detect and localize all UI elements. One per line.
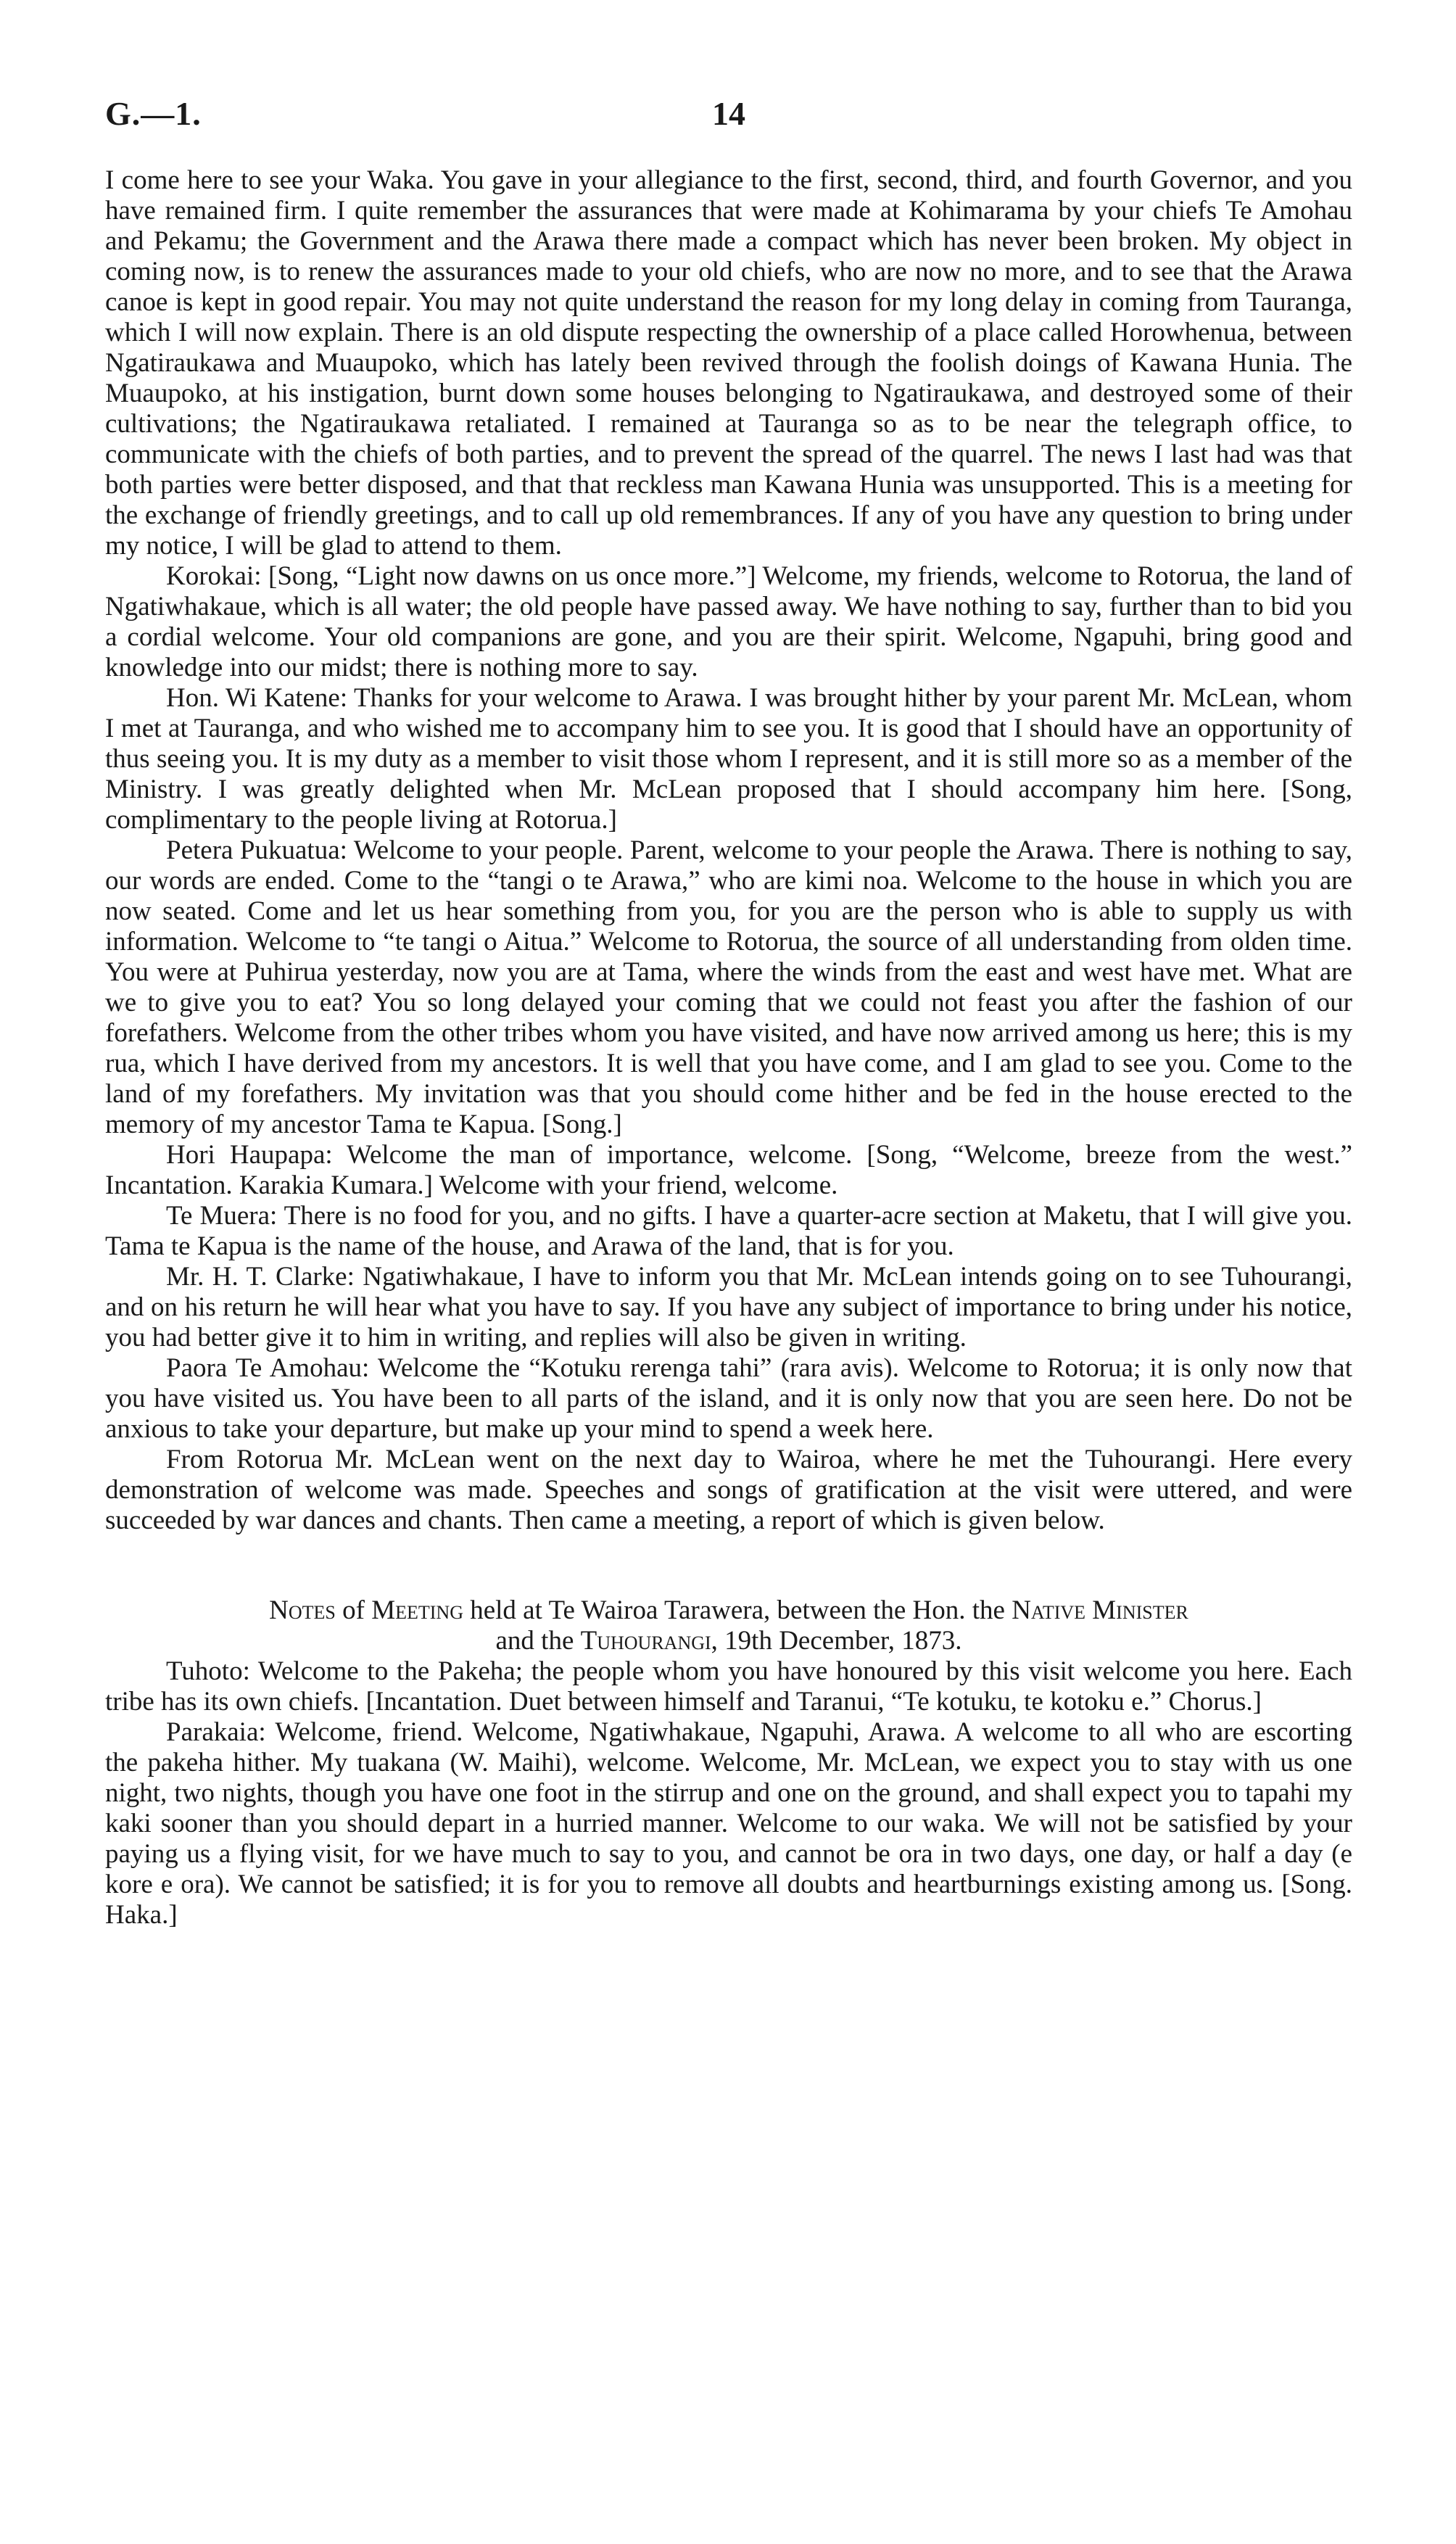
- document-reference: G.—1.: [105, 95, 202, 132]
- heading-text: held at Te Wairoa Tarawera, between the Hon. the: [463, 1595, 1012, 1625]
- heading-word: Notes: [269, 1595, 336, 1625]
- meeting-heading: [105, 1595, 1352, 1656]
- paragraph: Korokai: [Song, “Light now dawns on us once more.”] Welcome, my friends, welcome to Rotorua, the land of Ngatiwhakaue, which is all water; the old people have passed away. We have nothing to say, further than to bid you a cordial welcome. Your old companions are gone, and you are their spirit. Welcome, Ngapuhi, bring good and knowledge into our midst; there is nothing more to say.: [105, 561, 1352, 682]
- page-number: 14: [712, 95, 745, 132]
- paragraph: Hon. Wi Katene: Thanks for your welcome to Arawa. I was brought hither by your parent Mr. McLean, whom I met at Tauranga, and who wished me to accompany him to see you. It is good that I should have an opportunity of thus seeing you. It is my duty as a member to visit those whom I represent, and it is still more so as a member of the Ministry. I was greatly delighted when Mr. McLean proposed that I should accompany him here. [Song, complimentary to the people living at Rotorua.]: [105, 683, 1352, 835]
- heading-word: Meeting: [371, 1595, 463, 1625]
- heading-word: Native Minister: [1012, 1595, 1188, 1625]
- heading-text: of: [335, 1595, 372, 1625]
- heading-text: , 19th December, 1873.: [711, 1626, 962, 1656]
- heading-text: and the: [495, 1626, 581, 1656]
- paragraph: Paora Te Amohau: Welcome the “Kotuku rerenga tahi” (rara avis). Welcome to Rotorua; it is only now that you have visited us. You have been to all parts of the island, and it is only now that you are seen here. Do not be anxious to take your departure, but make up your mind to spend a week here.: [105, 1353, 1352, 1444]
- body-text: [105, 165, 1352, 1930]
- heading-word: Tuhourangi: [580, 1626, 711, 1656]
- paragraph: Te Muera: There is no food for you, and no gifts. I have a quarter-acre section at Maketu, that I will give you. Tama te Kapua is the name of the house, and Arawa of the land, that is for you.: [105, 1201, 1352, 1261]
- paragraph: I come here to see your Waka. You gave in your allegiance to the first, second, third, and fourth Governor, and you have remained firm. I quite remember the assurances that were made at Kohimarama by your chiefs Te Amohau and Pekamu; the Government and the Arawa there made a compact which has never been broken. My object in coming now, is to renew the assurances made to your old chiefs, who are now no more, and to see that the Arawa canoe is kept in good repair. You may not quite understand the reason for my long delay in coming from Tauranga, which I will now explain. There is an old dispute respecting the ownership of a place called Horowhenua, between Ngatiraukawa and Muaupoko, which has lately been revived through the foolish doings of Kawana Hunia. The Muaupoko, at his instigation, burnt down some houses belonging to Ngatiraukawa, and destroyed some of their cultivations; the Ngatiraukawa retaliated. I remained at Tauranga so as to be near the telegraph office, to communicate with the chiefs of both parties, and to prevent the spread of the quarrel. The news I last had was that both parties were better disposed, and that that reckless man Kawana Hunia was unsupported. This is a meeting for the exchange of friendly greetings, and to call up old remembrances. If any of you have any question to bring under my notice, I will be glad to attend to them.: [105, 165, 1352, 561]
- paragraph: From Rotorua Mr. McLean went on the next day to Wairoa, where he met the Tuhourangi. Here every demonstration of welcome was made. Speeches and songs of gratification at the visit were uttered, and were succeeded by war dances and chants. Then came a meeting, a report of which is given below.: [105, 1445, 1352, 1535]
- paragraph: Hori Haupapa: Welcome the man of importance, welcome. [Song, “Welcome, breeze from the west.” Incantation. Karakia Kumara.] Welcome with your friend, welcome.: [105, 1140, 1352, 1200]
- page-header: [105, 94, 1352, 138]
- paragraph: Parakaia: Welcome, friend. Welcome, Ngatiwhakaue, Ngapuhi, Arawa. A welcome to all who are escorting the pakeha hither. My tuakana (W. Maihi), welcome. Welcome, Mr. McLean, we expect you to stay with us one night, two nights, though you have one foot in the stirrup and one on the ground, and shall expect you to tapahi my kaki sooner than you should depart in a hurried manner. Welcome to our waka. We will not be satisfied by your paying us a flying visit, for we have much to say to you, and cannot be ora in two days, one day, or half a day (e kore e ora). We cannot be satisfied; it is for you to remove all doubts and heartburnings existing among us. [Song. Haka.]: [105, 1717, 1352, 1930]
- paragraph: Tuhoto: Welcome to the Pakeha; the people whom you have honoured by this visit welcome you here. Each tribe has its own chiefs. [Incantation. Duet between himself and Taranui, “Te kotuku, te kotoku e.” Chorus.]: [105, 1656, 1352, 1717]
- section-spacer: [105, 1536, 1352, 1595]
- paragraph: Mr. H. T. Clarke: Ngatiwhakaue, I have to inform you that Mr. McLean intends going on to see Tuhourangi, and on his return he will hear what you have to say. If you have any subject of importance to bring under his notice, you had better give it to him in writing, and replies will also be given in writing.: [105, 1262, 1352, 1352]
- paragraph: Petera Pukuatua: Welcome to your people. Parent, welcome to your people the Arawa. There is nothing to say, our words are ended. Come to the “tangi o te Arawa,” who are kimi noa. Welcome to the house in which you are now seated. Come and let us hear something from you, for you are the person who is able to supply us with information. Welcome to “te tangi o Aitua.” Welcome to Rotorua, the source of all understanding from olden time. You were at Puhirua yesterday, now you are at Tama, where the winds from the east and west have met. What are we to give you to eat? You so long delayed your coming that we could not feast you after the fashion of our forefathers. Welcome from the other tribes whom you have visited, and have now arrived among us here; this is my rua, which I have derived from my ancestors. It is well that you have come, and I am glad to see you. Come to the land of my forefathers. My invitation was that you should come hither and be fed in the house erected to the memory of my ancestor Tama te Kapua. [Song.]: [105, 835, 1352, 1139]
